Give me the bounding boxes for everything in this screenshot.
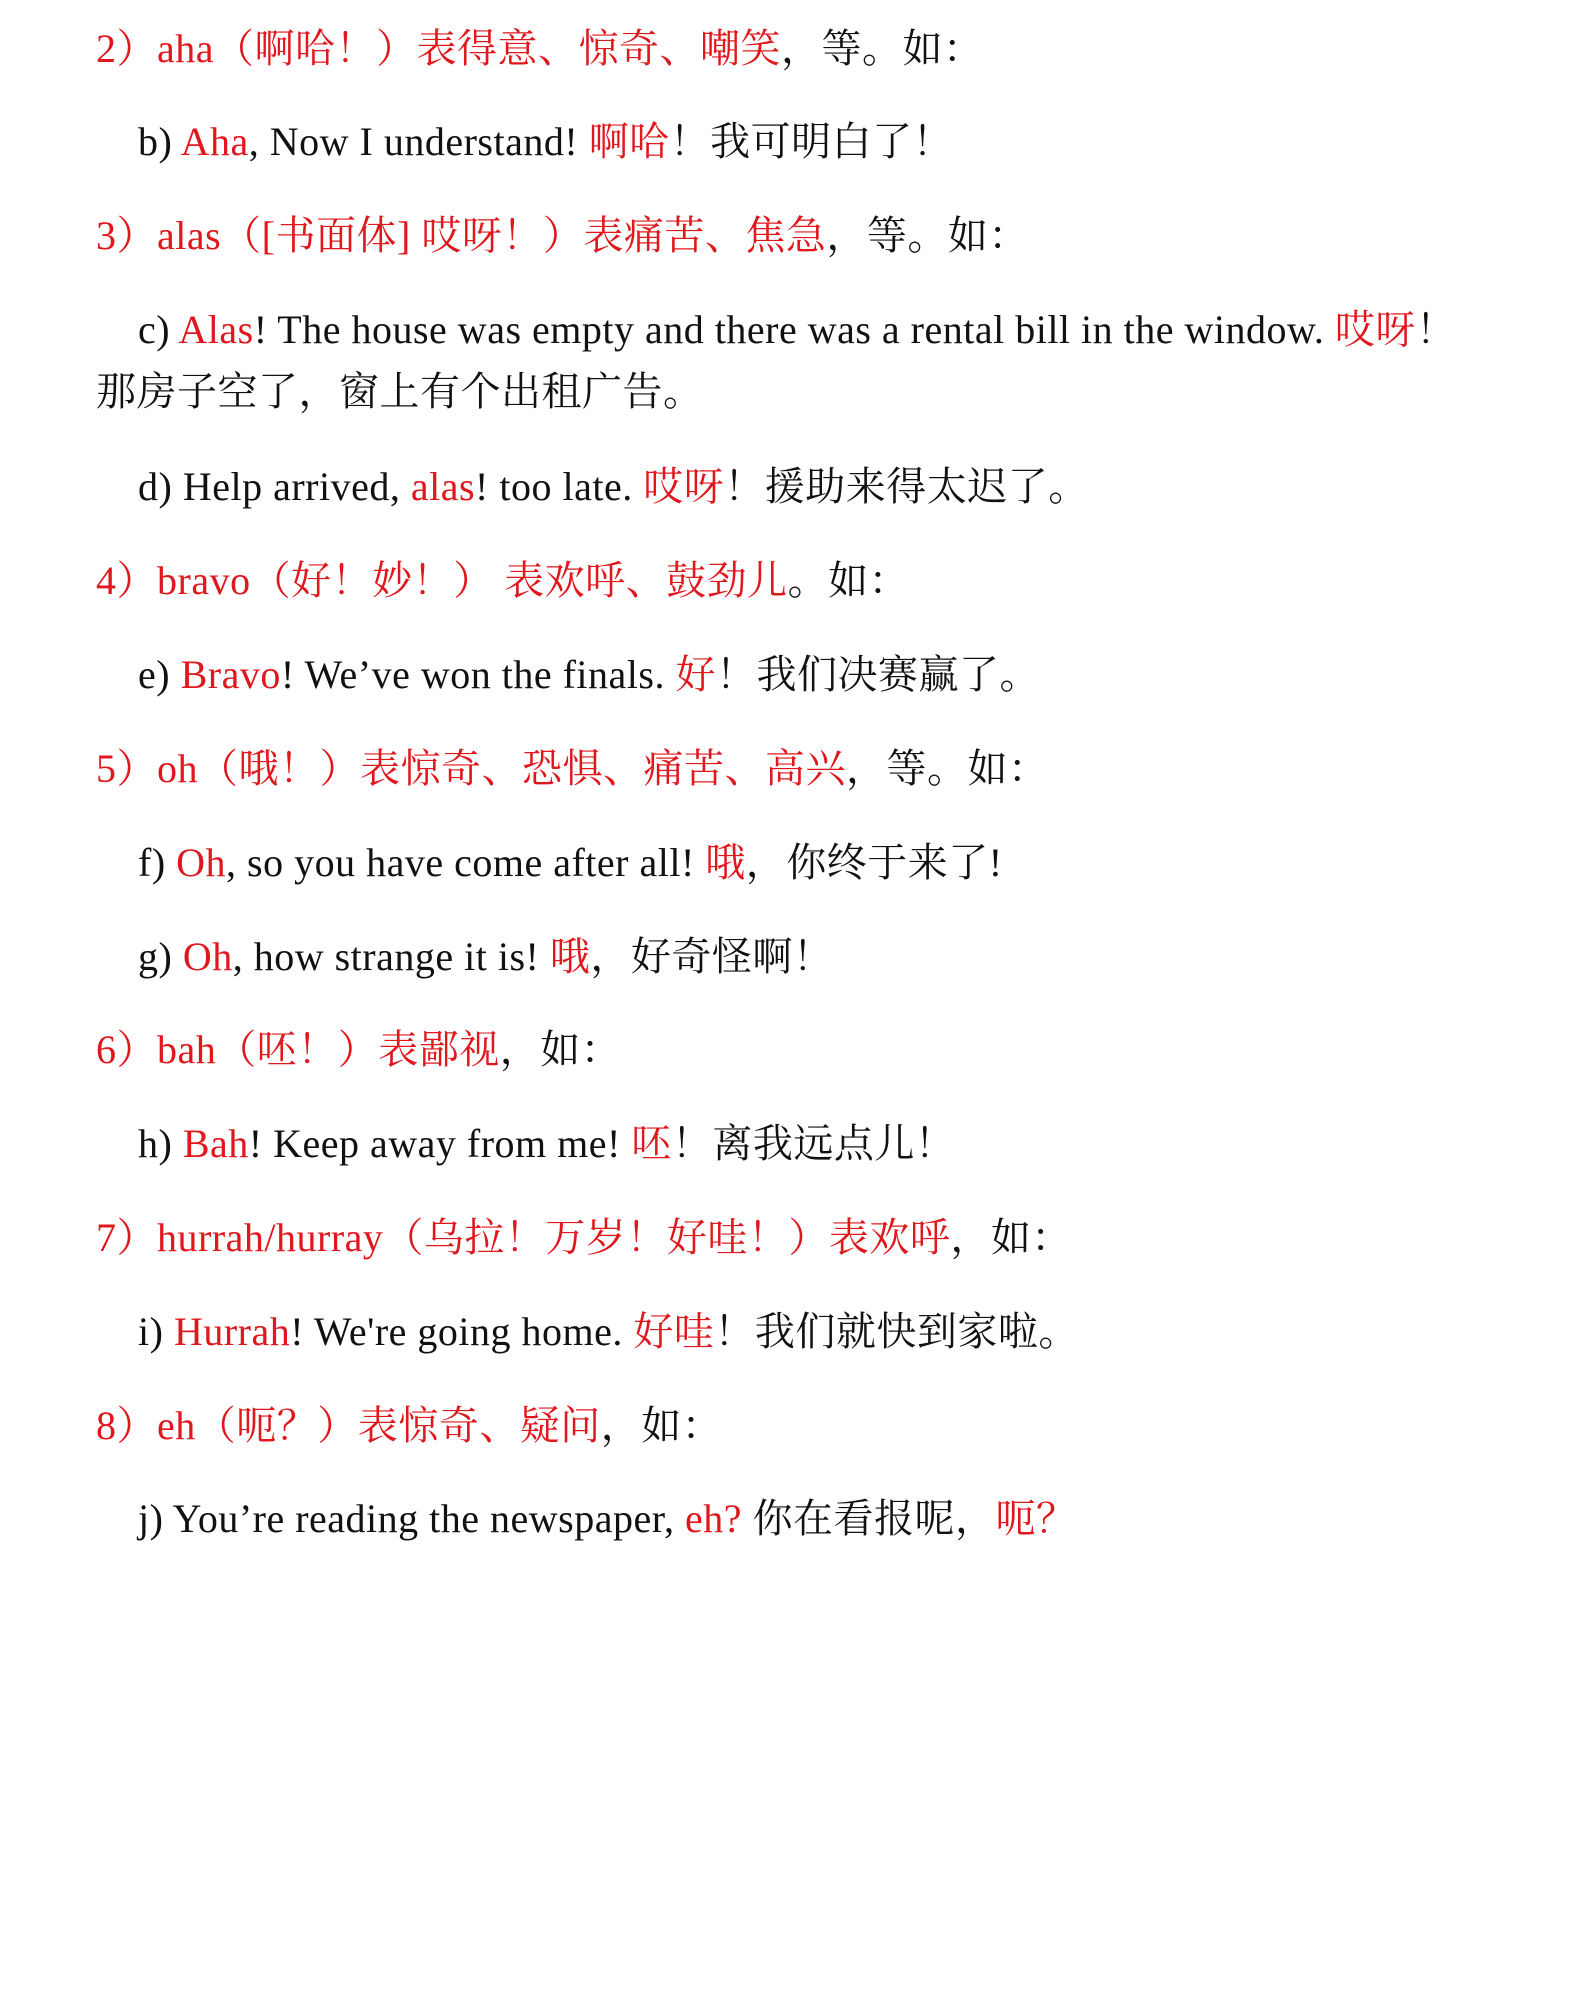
example-label: e) bbox=[138, 652, 181, 697]
interjection-word: Oh bbox=[176, 840, 227, 885]
interjection-translation: 哎呀 bbox=[1334, 307, 1416, 352]
heading-text: 7）hurrah/hurray（乌拉！万岁！好哇！）表欢呼 bbox=[96, 1215, 951, 1260]
interjection-word: alas bbox=[410, 464, 476, 509]
example-text: , how strange it is! bbox=[232, 934, 550, 979]
example-label: h) bbox=[138, 1121, 183, 1166]
example-sentence-e bbox=[138, 650, 1040, 700]
interjection-translation: 哎呀 bbox=[643, 464, 725, 509]
section-heading-bah bbox=[96, 1025, 621, 1075]
interjection-translation: 呸 bbox=[631, 1121, 672, 1166]
interjection-word: Bah bbox=[182, 1121, 249, 1166]
example-text: , so you have come after all! bbox=[226, 840, 706, 885]
translation-text: 你在看报呢， bbox=[741, 1496, 996, 1541]
translation-text: 那房子空了，窗上有个出租广告。 bbox=[96, 369, 704, 414]
example-sentence-f bbox=[138, 838, 1003, 888]
translation-text: ，你终于来了! bbox=[745, 840, 1003, 885]
interjection-word: Bravo bbox=[180, 652, 281, 697]
section-heading-bravo bbox=[96, 556, 909, 606]
interjection-word: eh? bbox=[684, 1496, 742, 1541]
example-label: f) bbox=[138, 840, 177, 885]
heading-suffix: ，如： bbox=[950, 1215, 1072, 1260]
interjection-word: Oh bbox=[182, 934, 233, 979]
heading-suffix: ，如： bbox=[600, 1403, 723, 1448]
heading-text: 6）bah（呸！）表鄙视 bbox=[96, 1027, 500, 1072]
heading-text: 2）aha（啊哈！）表得意、惊奇、嘲笑 bbox=[96, 26, 782, 71]
example-sentence-j bbox=[138, 1494, 1076, 1544]
section-heading-hurrah bbox=[96, 1213, 1072, 1263]
example-sentence-c-continuation bbox=[96, 367, 704, 417]
translation-text: ！援助来得太迟了。 bbox=[724, 464, 1089, 509]
translation-text: ！我们决赛赢了。 bbox=[715, 652, 1040, 697]
interjection-word: Hurrah bbox=[173, 1309, 291, 1354]
heading-suffix: ，如： bbox=[499, 1027, 622, 1072]
example-text: ! Keep away from me! bbox=[248, 1121, 632, 1166]
heading-suffix: ，等。如： bbox=[846, 746, 1049, 791]
interjection-translation: 呃？ bbox=[995, 1496, 1077, 1541]
translation-text: ，好奇怪啊！ bbox=[590, 934, 834, 979]
example-text: ! We're going home. bbox=[290, 1309, 634, 1354]
section-heading-eh bbox=[96, 1401, 722, 1451]
translation-text: ！离我远点儿！ bbox=[671, 1121, 956, 1166]
example-sentence-g bbox=[138, 932, 833, 982]
heading-text: 8）eh（呃？）表惊奇、疑问 bbox=[96, 1403, 601, 1448]
interjection-word: Alas bbox=[178, 307, 254, 352]
example-label: i) bbox=[138, 1309, 174, 1354]
interjection-translation: 哦 bbox=[705, 840, 746, 885]
translation-text: ！ bbox=[1415, 307, 1457, 352]
interjection-translation: 好哇 bbox=[633, 1309, 715, 1354]
heading-text: 4）bravo（好！妙！） 表欢呼、鼓劲儿 bbox=[96, 558, 788, 603]
heading-suffix: ，等。如： bbox=[781, 26, 984, 71]
translation-text: ！我可明白了！ bbox=[669, 119, 954, 164]
example-label: g) bbox=[138, 934, 183, 979]
interjection-translation: 好 bbox=[675, 652, 716, 697]
section-heading-oh bbox=[96, 744, 1049, 794]
example-text: j) You’re reading the newspaper, bbox=[138, 1496, 685, 1541]
heading-suffix: ，等。如： bbox=[826, 213, 1029, 258]
translation-text: ！我们就快到家啦。 bbox=[714, 1309, 1079, 1354]
example-text: ! too late. bbox=[475, 464, 644, 509]
heading-text: 3）alas（[书面体] 哎呀！）表痛苦、焦急 bbox=[96, 213, 827, 258]
example-label: b) bbox=[138, 119, 181, 164]
interjection-translation: 啊哈 bbox=[588, 119, 670, 164]
section-heading-aha bbox=[96, 24, 984, 74]
example-text: ! The house was empty and there was a rental bill in the window. bbox=[253, 307, 1335, 352]
interjection-word: Aha bbox=[180, 119, 249, 164]
example-label: c) bbox=[138, 307, 179, 352]
example-sentence-b bbox=[138, 117, 953, 167]
example-sentence-i bbox=[138, 1307, 1079, 1357]
example-text: , Now I understand! bbox=[248, 119, 589, 164]
example-text: d) Help arrived, bbox=[138, 464, 411, 509]
example-text: ! We’ve won the finals. bbox=[280, 652, 676, 697]
interjection-translation: 哦 bbox=[549, 934, 591, 979]
example-sentence-c bbox=[138, 305, 1456, 355]
heading-suffix: 。如： bbox=[787, 558, 910, 603]
example-sentence-h bbox=[138, 1119, 955, 1169]
heading-text: 5）oh（哦！）表惊奇、恐惧、痛苦、高兴 bbox=[96, 746, 846, 791]
section-heading-alas bbox=[96, 211, 1029, 261]
example-sentence-d bbox=[138, 462, 1089, 512]
